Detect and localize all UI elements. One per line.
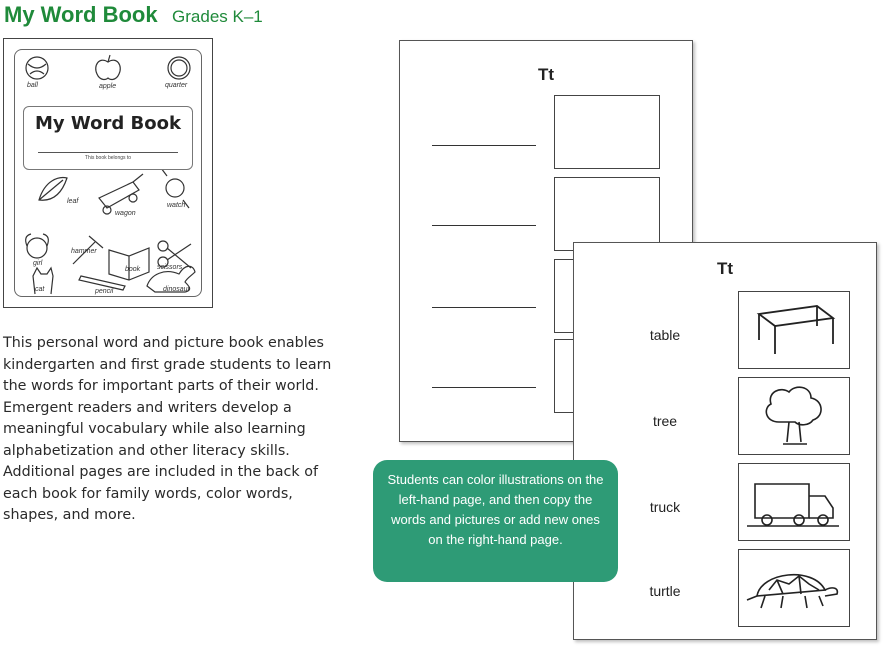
cover-label-ball: ball — [27, 82, 38, 89]
description-text: This personal word and picture book enables kindergarten and first grade students to learn the words for important parts of their world. Emergent readers and writers develop a meaningful vocabulary while also learning alphabetization and other literacy skills. Additional pages are included in the back of each book for family words, color words, shapes, and more. — [3, 335, 332, 523]
cover-page — [14, 49, 202, 297]
picture-box — [554, 177, 660, 251]
cover-title: My Word Book — [35, 113, 181, 134]
cover-label-wagon: wagon — [115, 210, 136, 217]
picture-box-table — [738, 291, 850, 369]
picture-box — [554, 95, 660, 169]
word-line — [432, 307, 536, 308]
cover-thumbnail — [3, 38, 213, 308]
cover-label-dinosaur: dinosaur — [163, 286, 190, 293]
cover-label-girl: girl — [33, 260, 43, 267]
cover-label-apple: apple — [99, 83, 117, 90]
ball-icon — [26, 57, 48, 79]
cover-label-book: book — [125, 266, 141, 273]
cover-title-box — [23, 106, 193, 170]
word-truck: truck — [649, 499, 681, 515]
cover-belongs-text: This book belongs to — [84, 155, 132, 161]
picture-box-truck — [738, 463, 850, 541]
word-turtle: turtle — [649, 583, 681, 599]
word-line — [432, 387, 536, 388]
leaf-icon — [39, 178, 67, 201]
picture-box-turtle — [738, 549, 850, 627]
cover-label-cat: cat — [35, 286, 45, 293]
callout-note: Students can color illustrations on the left-hand page, and then copy the words and pictures or add new ones on the right-hand page. — [373, 460, 618, 582]
cover-label-leaf: leaf — [67, 198, 79, 205]
truck-icon — [739, 464, 849, 540]
turtle-icon — [739, 550, 849, 626]
apple-icon — [96, 55, 121, 79]
tree-icon — [739, 378, 849, 454]
grade-range: Grades K–1 — [172, 7, 263, 26]
word-line — [432, 145, 536, 146]
quarter-icon — [168, 57, 190, 79]
picture-box-tree — [738, 377, 850, 455]
cover-label-scissors: scissors — [157, 264, 183, 271]
page-title: My Word Book — [4, 2, 158, 27]
word-tree: tree — [652, 413, 678, 429]
girl-icon — [26, 234, 49, 258]
left-page-letter: Tt — [537, 65, 555, 84]
cover-label-pencil: pencil — [95, 288, 114, 295]
cover-label-quarter: quarter — [165, 82, 188, 89]
cover-label-watch: watch — [167, 202, 186, 209]
wagon-icon — [99, 174, 143, 214]
right-page-letter: Tt — [716, 259, 734, 278]
book-icon — [109, 248, 149, 280]
cover-label-hammer: hammer — [71, 248, 97, 255]
table-icon — [739, 292, 849, 368]
right-hand-page — [573, 242, 877, 640]
page-header — [4, 2, 263, 28]
name-line — [38, 152, 178, 153]
word-line — [432, 225, 536, 226]
word-table: table — [649, 327, 681, 343]
